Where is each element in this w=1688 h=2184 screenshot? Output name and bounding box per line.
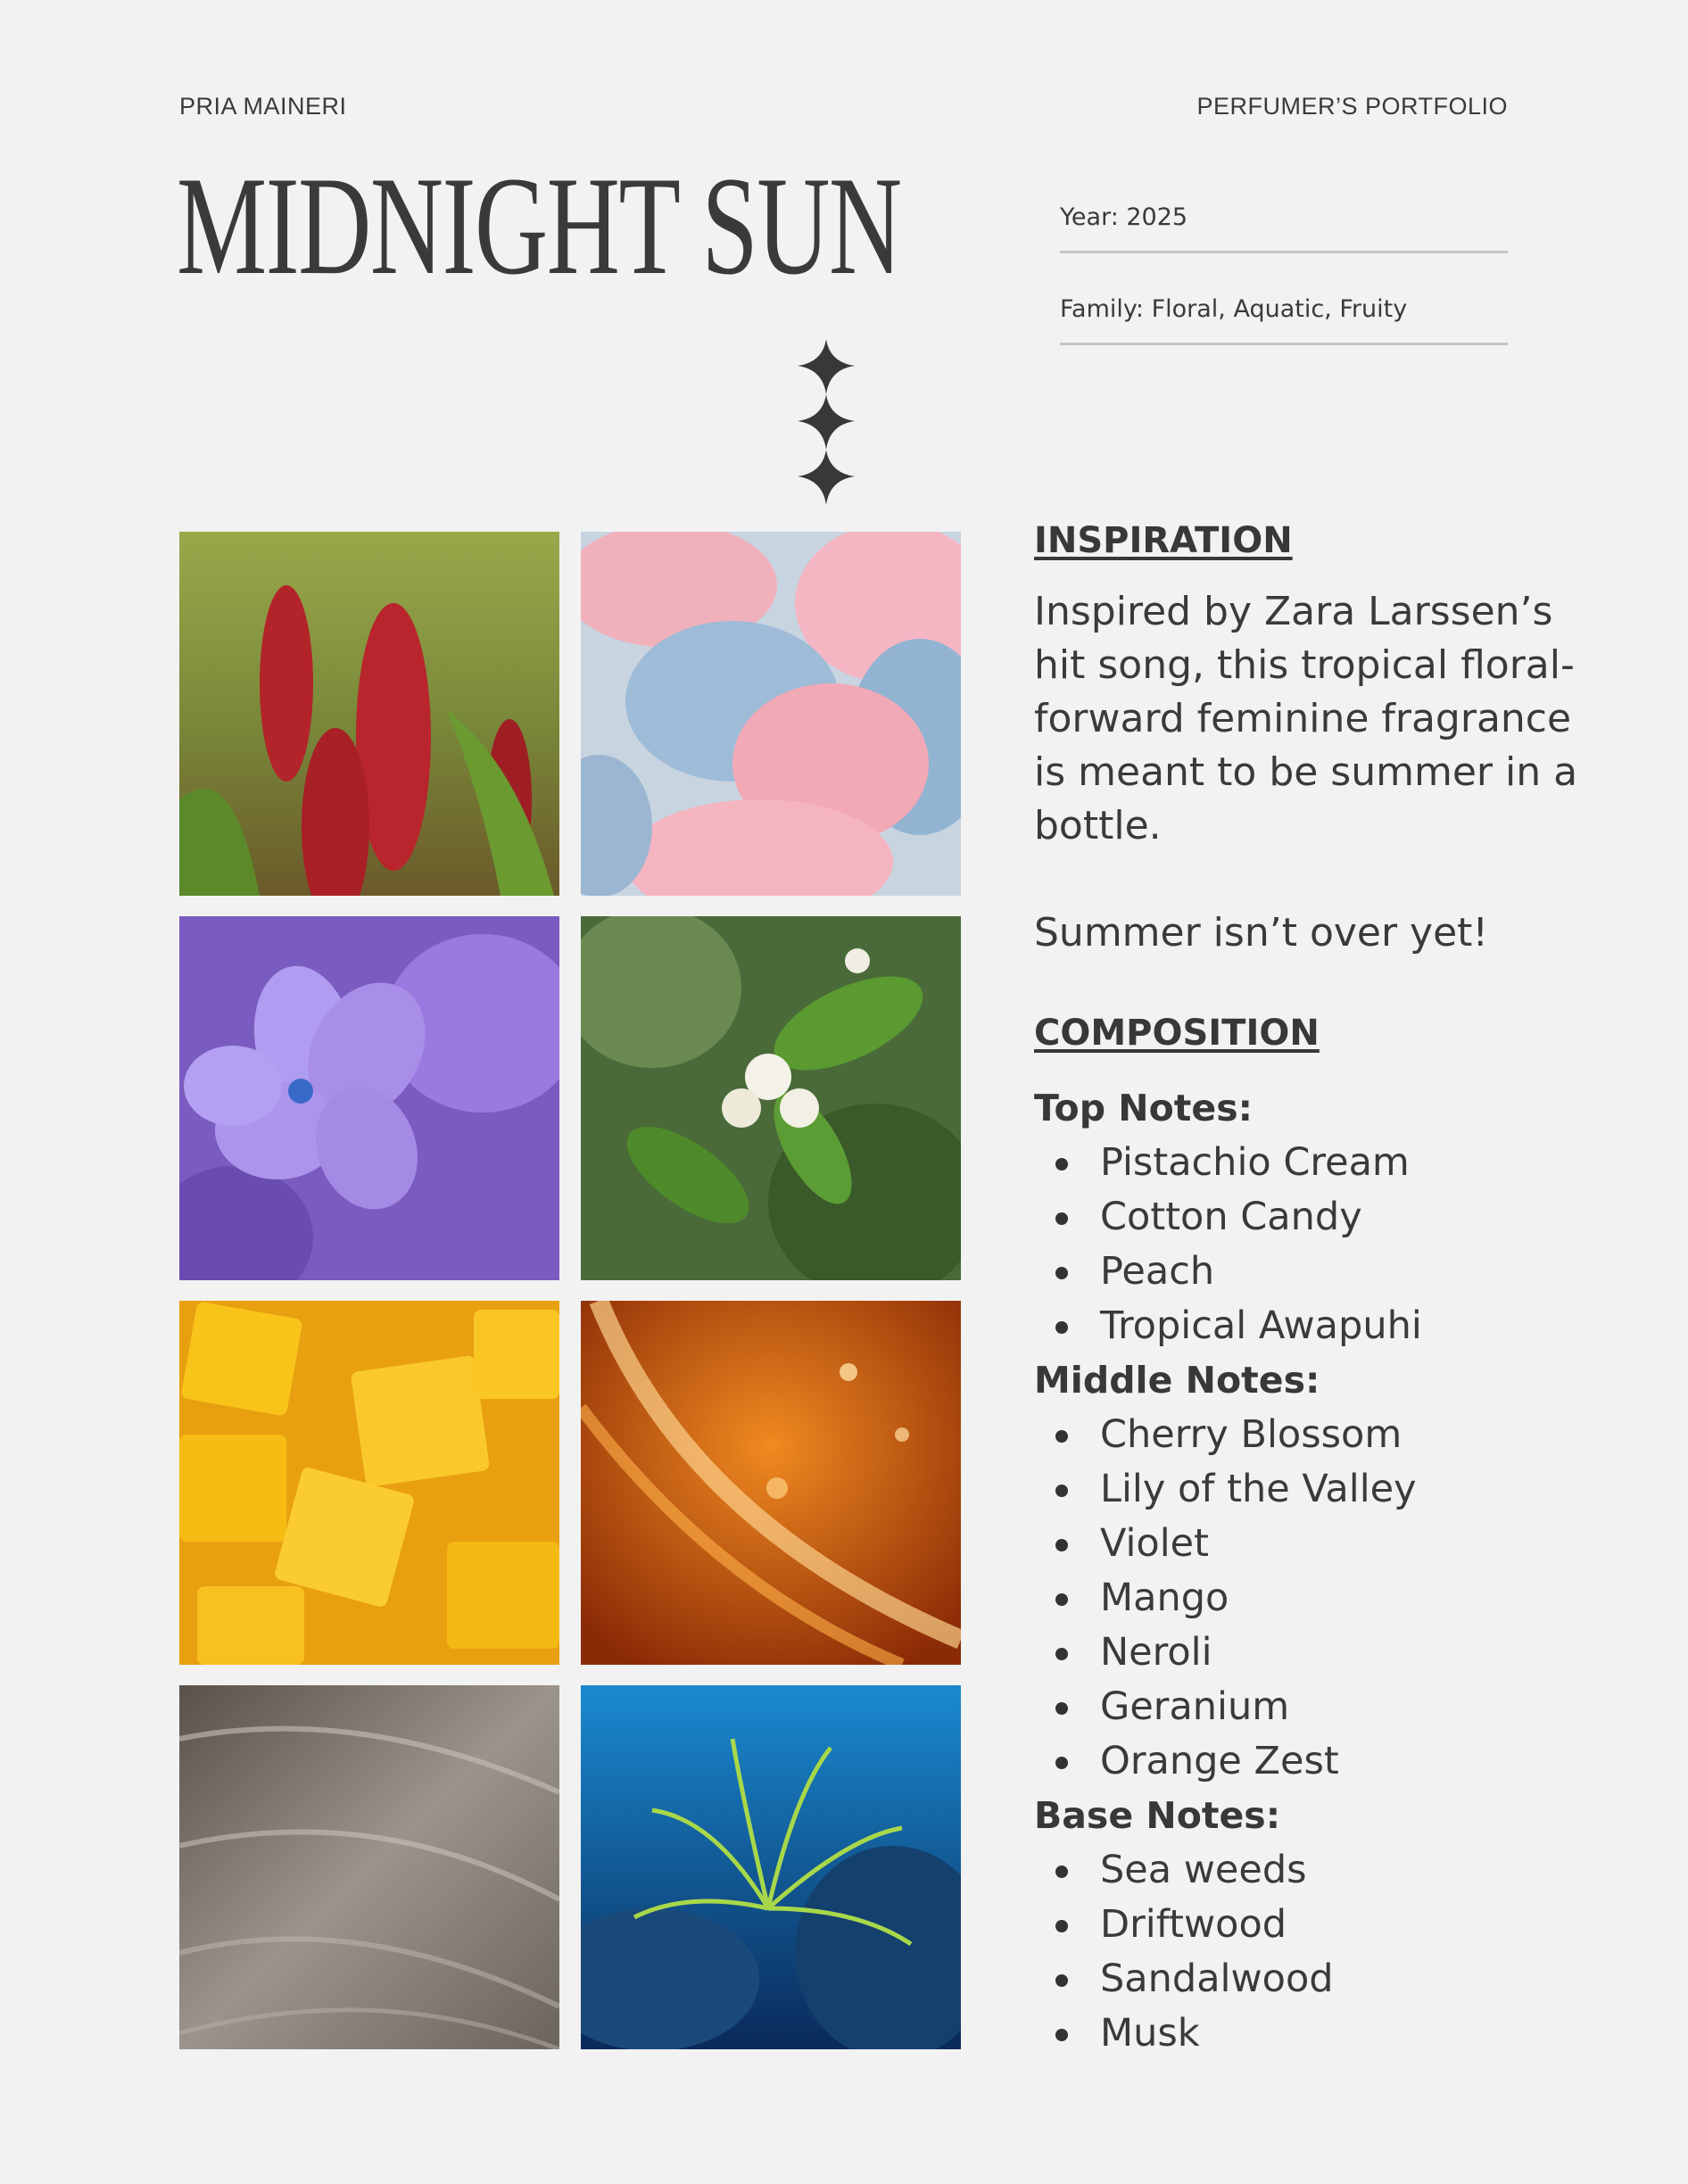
note-label: Geranium [1100, 1684, 1290, 1729]
note-label: Cherry Blossom [1100, 1412, 1403, 1457]
composition-heading: COMPOSITION [1034, 1013, 1320, 1054]
mango-cubes-photo [179, 1301, 559, 1665]
note-item [1034, 1190, 1605, 1245]
inspiration-heading: INSPIRATION [1034, 520, 1293, 561]
note-item [1034, 1571, 1605, 1626]
note-item [1034, 1952, 1605, 2006]
fragrance-title: MIDNIGHT SUN [177, 148, 901, 304]
bullet-icon [1055, 1212, 1068, 1225]
bullet-icon [1055, 2029, 1068, 2041]
inspiration-tagline: Summer isn’t over yet! [1034, 910, 1489, 956]
note-label: Neroli [1100, 1630, 1212, 1675]
note-label: Sandalwood [1100, 1956, 1334, 2001]
note-item [1034, 1626, 1605, 1680]
note-item [1034, 1245, 1605, 1299]
cotton-candy-photo [581, 532, 961, 896]
bullet-icon [1055, 1593, 1068, 1606]
note-item [1034, 1517, 1605, 1571]
notes-group-label: Base Notes: [1034, 1794, 1281, 1837]
note-item [1034, 1136, 1605, 1190]
fur-texture-photo [179, 1685, 559, 2049]
inspiration-body: Inspired by Zara Larssen’s hit song, this tropical floral-forward feminine fragrance is meant to be summer in a bottle. [1034, 589, 1578, 848]
note-item [1034, 1299, 1605, 1353]
amber-liquid-photo [581, 1301, 961, 1665]
sea-plant-photo [581, 1685, 961, 2049]
portfolio-label: PERFUMER’S PORTFOLIO [1196, 93, 1508, 120]
note-label: Musk [1100, 2011, 1200, 2056]
note-item [1034, 1680, 1605, 1734]
notes-group-label: Top Notes: [1034, 1087, 1253, 1129]
sparkle-icon [790, 339, 862, 505]
note-label: Mango [1100, 1576, 1229, 1620]
note-label: Pistachio Cream [1100, 1140, 1410, 1185]
note-label: Violet [1100, 1521, 1209, 1566]
bullet-icon [1055, 1920, 1068, 1932]
meta-year: Year: 2025 [1060, 203, 1508, 253]
note-item [1034, 2006, 1605, 2061]
red-ginger-photo [179, 532, 559, 896]
note-label: Tropical Awapuhi [1100, 1303, 1422, 1348]
notes-group-label: Middle Notes: [1034, 1359, 1320, 1402]
note-label: Peach [1100, 1249, 1215, 1294]
note-label: Orange Zest [1100, 1739, 1339, 1783]
bullet-icon [1055, 1430, 1068, 1443]
note-label: Lily of the Valley [1100, 1467, 1417, 1511]
bullet-icon [1055, 1648, 1068, 1660]
bullet-icon [1055, 1866, 1068, 1878]
note-label: Sea weeds [1100, 1848, 1307, 1892]
note-item [1034, 1408, 1605, 1462]
bullet-icon [1055, 1485, 1068, 1497]
bullet-icon [1055, 1702, 1068, 1715]
bullet-icon [1055, 1757, 1068, 1769]
note-item [1034, 1734, 1605, 1789]
meta-family: Family: Floral, Aquatic, Fruity [1060, 295, 1508, 345]
bullet-icon [1055, 1539, 1068, 1551]
bullet-icon [1055, 1974, 1068, 1987]
violet-flower-photo [179, 916, 559, 1280]
bullet-icon [1055, 1267, 1068, 1279]
note-item [1034, 1843, 1605, 1898]
note-label: Driftwood [1100, 1902, 1287, 1947]
notes-list [1034, 1081, 1605, 2061]
author-name: PRIA MAINERI [179, 93, 347, 120]
bullet-icon [1055, 1158, 1068, 1171]
note-item [1034, 1898, 1605, 1952]
note-item [1034, 1462, 1605, 1517]
bullet-icon [1055, 1321, 1068, 1334]
orange-blossom-photo [581, 916, 961, 1280]
note-label: Cotton Candy [1100, 1195, 1362, 1239]
